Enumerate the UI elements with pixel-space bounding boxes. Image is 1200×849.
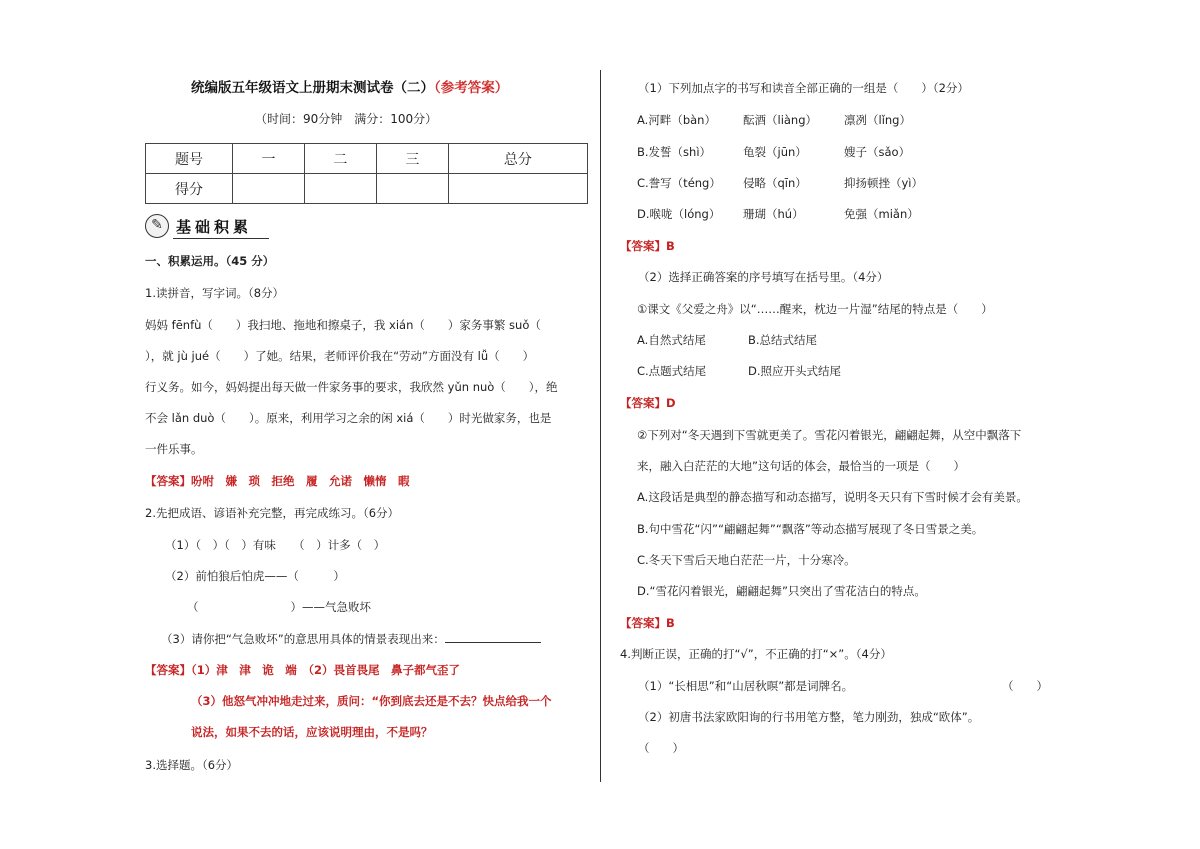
- q2-line: （1）（ ）（ ）有味 （ ）计多（ ）: [165, 538, 386, 552]
- section-header: [145, 213, 275, 241]
- title-answer-tag: （参考答案）: [434, 80, 509, 96]
- r1-option: D.喉咙（lóng）: [637, 207, 721, 221]
- score-cell[interactable]: [304, 174, 376, 204]
- r1-option: 嫂子（sǎo）: [844, 145, 911, 159]
- r1-option: 龟裂（jūn）: [743, 145, 807, 159]
- answer-blank-line[interactable]: [445, 630, 541, 643]
- q2-answer: （3）他怒气冲冲地走过来，质问：“你到底去还是不去？快点给我一个: [191, 694, 552, 708]
- r1-option: 侵略（qīn）: [743, 176, 807, 190]
- score-table-row: [146, 174, 588, 204]
- r2-q2-option: A.这段话是典型的静态描写和动态描写，说明冬天只有下雪时候才会有美景。: [637, 490, 1028, 504]
- score-header-cell: 三: [376, 144, 448, 174]
- q2-answer: 说法，如果不去的话，应该说明理由，不是吗？: [191, 725, 433, 739]
- r2-q2-line: ②下列对“冬天遇到下雪就更美了。雪花闪着银光，翩翩起舞，从空中飘落下: [637, 428, 1022, 442]
- r2-question: （2）选择正确答案的序号填写在括号里。（4分）: [638, 270, 889, 284]
- section-title: 基础积累: [176, 218, 253, 236]
- q1-line: 妈妈 fēnfù（ ）我扫地、拖地和擦桌子，我 xián（ ）家务事繁 suǒ（: [145, 318, 541, 332]
- column-divider: [600, 70, 601, 782]
- q2-title: 2.先把成语、谚语补充完整，再完成练习。（6分）: [145, 506, 400, 520]
- q2-answer: 【答案】（1）津 津 诡 端 （2）畏首畏尾 鼻子都气歪了: [145, 663, 461, 677]
- section-underline: [173, 238, 269, 239]
- part1-title: 一、积累运用。（45 分）: [145, 254, 275, 268]
- r2-q2-answer: 【答案】B: [620, 616, 675, 630]
- q2-prompt: （3）请你把“气急败坏”的意思用具体的情景表现出来：: [161, 632, 445, 646]
- r1-option: 酝酒（liàng）: [743, 113, 818, 127]
- score-table: [145, 143, 588, 204]
- r1-option: C.誊写（téng）: [637, 176, 721, 190]
- r2-q1-option: D.照应开头式结尾: [748, 364, 842, 378]
- score-table-header-row: [146, 144, 588, 174]
- q4-answer-paren[interactable]: （ ）: [638, 741, 684, 755]
- q2-line: （2）前怕狼后怕虎——（ ）: [165, 569, 345, 583]
- title-main: 统编版五年级语文上册期末测试卷（二）: [191, 80, 434, 96]
- page-subtitle: （时间：90分钟 满分：100分）: [255, 112, 438, 126]
- r1-option: 免强（miǎn）: [844, 207, 919, 221]
- q1-line: ），就 jù jué（ ）了她。结果，老师评价我在“劳动”方面没有 lǚ（ ）: [145, 349, 535, 363]
- r2-q2-option: C.冬天下雪后天地白茫茫一片，十分寒冷。: [637, 553, 856, 567]
- q4-item: （1）“长相思”和“山居秋暝”都是词牌名。: [638, 679, 854, 693]
- score-cell[interactable]: [376, 174, 448, 204]
- r2-q1: ①课文《父爱之舟》以“……醒来，枕边一片湿”结尾的特点是（ ）: [637, 302, 993, 316]
- score-row-label: 得分: [146, 174, 233, 204]
- r2-q1-answer: 【答案】D: [620, 396, 676, 410]
- q1-line: 行义务。如今，妈妈提出每天做一件家务事的要求，我欣然 yǔn nuò（ ），绝: [145, 380, 558, 394]
- q1-line: 不会 lǎn duò（ ）。原来，利用学习之余的闲 xiá（ ）时光做家务，也是: [145, 411, 552, 425]
- r2-q2-line: 来，融入白茫茫的大地”这句话的体会，最恰当的一项是（ ）: [637, 459, 965, 473]
- q4-title: 4.判断正误，正确的打“√”，不正确的打“×”。（4分）: [620, 647, 892, 661]
- score-cell[interactable]: [448, 174, 587, 204]
- score-header-cell: 一: [233, 144, 305, 174]
- page-title: [191, 80, 508, 96]
- r2-q1-option: C.点题式结尾: [637, 364, 707, 378]
- r1-option: A.河畔（bàn）: [637, 113, 716, 127]
- q2-line: （ ）——气急败坏: [187, 600, 371, 614]
- q1-answer: 【答案】吩咐 嫌 琐 拒绝 履 允诺 懒惰 暇: [145, 474, 410, 488]
- r1-option: 珊瑚（hú）: [743, 207, 804, 221]
- r2-q1-option: A.自然式结尾: [637, 333, 706, 347]
- r1-question: （1）下列加点字的书写和读音全部正确的一组是（ ）（2分）: [638, 81, 969, 95]
- r2-q2-option: D.“雪花闪着银光，翩翩起舞”只突出了雪花洁白的特点。: [637, 584, 926, 598]
- q3-title: 3.选择题。（6分）: [145, 758, 239, 772]
- score-header-cell: 二: [304, 144, 376, 174]
- q1-line: 一件乐事。: [145, 442, 203, 456]
- r1-option: 抑扬顿挫（yì）: [844, 176, 923, 190]
- r1-option: 凛冽（lǐng）: [844, 113, 911, 127]
- q2-line: [161, 630, 541, 647]
- r1-answer: 【答案】B: [620, 239, 675, 253]
- r2-q1-option: B.总结式结尾: [748, 333, 818, 347]
- r1-option: B.发誓（shì）: [637, 145, 712, 159]
- r2-q2-option: B.句中雪花“闪”“翩翩起舞”“飘落”等动态描写展现了冬日雪景之美。: [637, 522, 984, 536]
- book-emblem-icon: ✎: [145, 214, 169, 238]
- q1-title: 1.读拼音，写字词。（8分）: [145, 286, 285, 300]
- q4-answer-paren[interactable]: （ ）: [1002, 679, 1048, 693]
- score-header-cell: 总分: [448, 144, 587, 174]
- q4-item: （2）初唐书法家欧阳询的行书用笔方整，笔力刚劲，独成“欧体”。: [638, 710, 980, 724]
- score-cell[interactable]: [233, 174, 305, 204]
- score-header-cell: 题号: [146, 144, 233, 174]
